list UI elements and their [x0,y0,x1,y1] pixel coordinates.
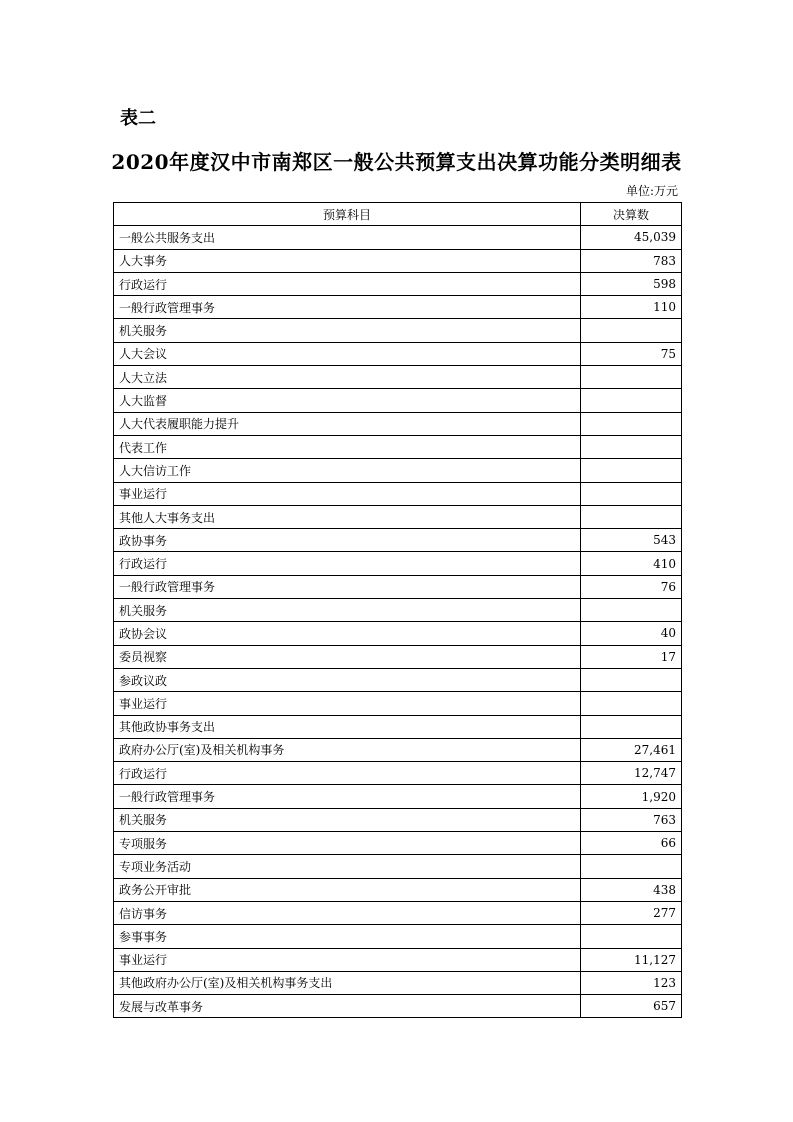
table-row [114,482,682,505]
row-item-value: 410 [581,552,682,575]
row-item-name: 机关服务 [114,808,581,831]
table-row [114,435,682,458]
row-item-value [581,668,682,691]
row-item-name: 行政运行 [114,272,581,295]
table-row [114,855,682,878]
table-row [114,901,682,924]
table-row [114,389,682,412]
row-item-name: 一般行政管理事务 [114,785,581,808]
row-item-value: 598 [581,272,682,295]
row-item-name: 发展与改革事务 [114,995,581,1018]
row-item-value: 543 [581,529,682,552]
row-item-value: 763 [581,808,682,831]
row-item-name: 行政运行 [114,552,581,575]
row-item-name: 人大立法 [114,366,581,389]
expenditure-table [113,202,682,1018]
table-row [114,692,682,715]
table-row [114,319,682,342]
row-item-name: 机关服务 [114,319,581,342]
row-item-value [581,692,682,715]
row-item-value: 40 [581,622,682,645]
row-item-name: 事业运行 [114,948,581,971]
page-title: 2020年度汉中市南郑区一般公共预算支出决算功能分类明细表 [111,150,682,174]
row-item-value [581,319,682,342]
row-item-name: 其他人大事务支出 [114,505,581,528]
row-item-value [581,715,682,738]
table-row [114,645,682,668]
row-item-value: 66 [581,832,682,855]
table-row [114,599,682,622]
row-item-value [581,855,682,878]
row-item-value: 12,747 [581,762,682,785]
row-item-name: 一般行政管理事务 [114,575,581,598]
table-row [114,785,682,808]
row-item-name: 政府办公厅(室)及相关机构事务 [114,738,581,761]
row-item-value: 277 [581,901,682,924]
table-row [114,272,682,295]
row-item-value [581,459,682,482]
header-budget-item: 预算科目 [114,203,581,226]
table-row [114,832,682,855]
row-item-name: 人大监督 [114,389,581,412]
row-item-value: 438 [581,878,682,901]
table-row [114,948,682,971]
row-item-name: 人大代表履职能力提升 [114,412,581,435]
table-row [114,575,682,598]
row-item-name: 政务公开审批 [114,878,581,901]
row-item-value [581,389,682,412]
row-item-value [581,482,682,505]
row-item-name: 一般公共服务支出 [114,226,581,249]
row-item-name: 其他政府办公厅(室)及相关机构事务支出 [114,971,581,994]
table-header-row [114,203,682,226]
table-row [114,529,682,552]
row-item-value: 657 [581,995,682,1018]
row-item-value: 110 [581,296,682,319]
table-row [114,668,682,691]
table-row [114,296,682,319]
row-item-value: 783 [581,249,682,272]
row-item-value [581,412,682,435]
table-row [114,808,682,831]
row-item-value: 27,461 [581,738,682,761]
row-item-value: 11,127 [581,948,682,971]
table-row [114,925,682,948]
row-item-value: 123 [581,971,682,994]
row-item-value: 1,920 [581,785,682,808]
row-item-name: 政协事务 [114,529,581,552]
table-row [114,622,682,645]
row-item-value [581,599,682,622]
table-row [114,715,682,738]
table-row [114,738,682,761]
table-row [114,995,682,1018]
table-row [114,552,682,575]
table-row [114,459,682,482]
row-item-value: 76 [581,575,682,598]
row-item-name: 事业运行 [114,692,581,715]
row-item-value [581,505,682,528]
row-item-name: 参事事务 [114,925,581,948]
table-row [114,226,682,249]
row-item-name: 专项业务活动 [114,855,581,878]
row-item-value: 45,039 [581,226,682,249]
row-item-name: 人大事务 [114,249,581,272]
row-item-name: 专项服务 [114,832,581,855]
table-row [114,249,682,272]
table-row [114,762,682,785]
table-row [114,412,682,435]
table-row [114,878,682,901]
row-item-name: 政协会议 [114,622,581,645]
row-item-value [581,366,682,389]
row-item-name: 信访事务 [114,901,581,924]
row-item-value: 17 [581,645,682,668]
unit-label: 单位:万元 [625,184,678,198]
row-item-name: 机关服务 [114,599,581,622]
row-item-name: 代表工作 [114,435,581,458]
row-item-name: 事业运行 [114,482,581,505]
header-final-amount: 决算数 [581,203,682,226]
table-body [114,226,682,1018]
row-item-value [581,435,682,458]
document-label: 表二 [120,108,156,129]
row-item-name: 其他政协事务支出 [114,715,581,738]
row-item-name: 行政运行 [114,762,581,785]
table-row [114,342,682,365]
table-row [114,366,682,389]
table-row [114,505,682,528]
row-item-value: 75 [581,342,682,365]
row-item-name: 人大信访工作 [114,459,581,482]
row-item-value [581,925,682,948]
row-item-name: 委员视察 [114,645,581,668]
table-row [114,971,682,994]
row-item-name: 人大会议 [114,342,581,365]
row-item-name: 参政议政 [114,668,581,691]
row-item-name: 一般行政管理事务 [114,296,581,319]
